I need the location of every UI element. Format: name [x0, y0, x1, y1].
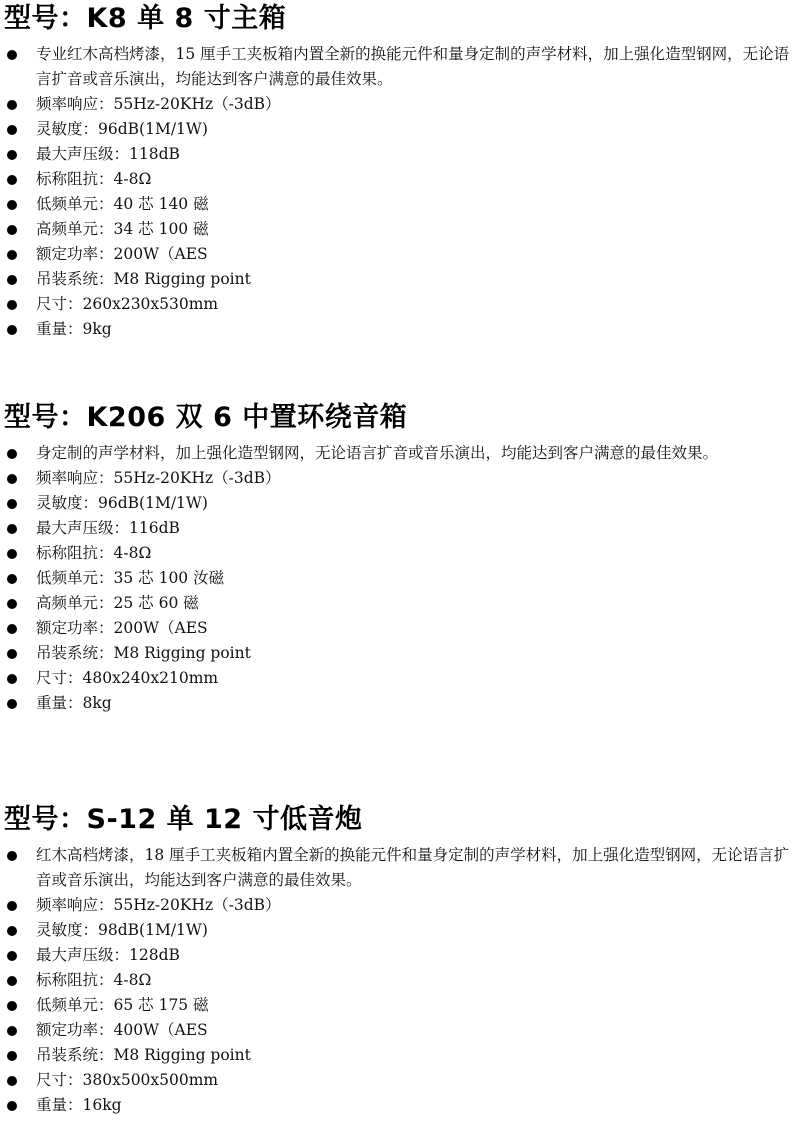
- bullet-icon: [7, 549, 17, 559]
- product-section-k8: [0, 2, 800, 342]
- product-section-s12: [0, 803, 800, 1118]
- spec-item-rigging: 吊装系统：M8 Rigging point: [0, 1043, 800, 1068]
- bullet-icon: [7, 125, 17, 135]
- spec-item-rigging: 吊装系统：M8 Rigging point: [0, 267, 800, 292]
- bullet-icon: [7, 1076, 17, 1086]
- spec-item-max-spl: 最大声压级：116dB: [0, 516, 800, 541]
- spec-item-dimensions: 尺寸：380x500x500mm: [0, 1068, 800, 1093]
- bullet-icon: [7, 951, 17, 961]
- spec-item-low-freq-driver: 低频单元：40 芯 140 磁: [0, 192, 800, 217]
- bullet-icon: [7, 449, 17, 459]
- spec-item-impedance: 标称阻抗：4-8Ω: [0, 167, 800, 192]
- spec-item-description: 专业红木高档烤漆，15 厘手工夹板箱内置全新的换能元件和量身定制的声学材料，加上强化造型钢网，无论语言扩音或音乐演出，均能达到客户满意的最佳效果。: [0, 42, 800, 92]
- spec-item-low-freq-driver: 低频单元：65 芯 175 磁: [0, 993, 800, 1018]
- spec-item-frequency-response: 频率响应：55Hz-20KHz（-3dB）: [0, 466, 800, 491]
- bullet-icon: [7, 499, 17, 509]
- bullet-icon: [7, 649, 17, 659]
- spec-item-high-freq-driver: 高频单元：34 芯 100 磁: [0, 217, 800, 242]
- bullet-icon: [7, 225, 17, 235]
- bullet-icon: [7, 50, 17, 60]
- spec-list: [0, 843, 800, 1118]
- spec-item-max-spl: 最大声压级：128dB: [0, 943, 800, 968]
- spec-item-description: 身定制的声学材料，加上强化造型钢网，无论语言扩音或音乐演出，均能达到客户满意的最佳效果。: [0, 441, 800, 466]
- spec-item-impedance: 标称阻抗：4-8Ω: [0, 541, 800, 566]
- bullet-icon: [7, 175, 17, 185]
- bullet-icon: [7, 1026, 17, 1036]
- bullet-icon: [7, 474, 17, 484]
- bullet-icon: [7, 624, 17, 634]
- section-title: 型号：K8 单 8 寸主箱: [4, 3, 287, 34]
- bullet-icon: [7, 901, 17, 911]
- spec-item-description: 红木高档烤漆，18 厘手工夹板箱内置全新的换能元件和量身定制的声学材料，加上强化造型钢网，无论语言扩音或音乐演出，均能达到客户满意的最佳效果。: [0, 843, 800, 893]
- bullet-icon: [7, 674, 17, 684]
- spec-item-impedance: 标称阻抗：4-8Ω: [0, 968, 800, 993]
- spec-list: [0, 441, 800, 716]
- bullet-icon: [7, 150, 17, 160]
- bullet-icon: [7, 926, 17, 936]
- bullet-icon: [7, 275, 17, 285]
- bullet-icon: [7, 976, 17, 986]
- bullet-icon: [7, 1051, 17, 1061]
- bullet-icon: [7, 200, 17, 210]
- bullet-icon: [7, 1101, 17, 1111]
- spec-item-rated-power: 额定功率：400W（AES: [0, 1018, 800, 1043]
- spec-item-dimensions: 尺寸：260x230x530mm: [0, 292, 800, 317]
- spec-item-dimensions: 尺寸：480x240x210mm: [0, 666, 800, 691]
- spec-item-weight: 重量：8kg: [0, 691, 800, 716]
- spec-item-rated-power: 额定功率：200W（AES: [0, 616, 800, 641]
- spec-item-sensitivity: 灵敏度：98dB(1M/1W): [0, 918, 800, 943]
- spec-item-low-freq-driver: 低频单元：35 芯 100 汝磁: [0, 566, 800, 591]
- spec-item-rigging: 吊装系统：M8 Rigging point: [0, 641, 800, 666]
- bullet-icon: [7, 325, 17, 335]
- spec-item-frequency-response: 频率响应：55Hz-20KHz（-3dB）: [0, 893, 800, 918]
- bullet-icon: [7, 250, 17, 260]
- bullet-icon: [7, 1001, 17, 1011]
- spec-item-sensitivity: 灵敏度：96dB(1M/1W): [0, 491, 800, 516]
- bullet-icon: [7, 524, 17, 534]
- spec-item-sensitivity: 灵敏度：96dB(1M/1W): [0, 117, 800, 142]
- spec-item-max-spl: 最大声压级：118dB: [0, 142, 800, 167]
- bullet-icon: [7, 300, 17, 310]
- bullet-icon: [7, 100, 17, 110]
- spec-list: [0, 42, 800, 342]
- product-section-k206: [0, 401, 800, 716]
- bullet-icon: [7, 699, 17, 709]
- section-title: 型号：S-12 单 12 寸低音炮: [4, 804, 363, 835]
- spec-item-weight: 重量：16kg: [0, 1093, 800, 1118]
- bullet-icon: [7, 599, 17, 609]
- spec-item-high-freq-driver: 高频单元：25 芯 60 磁: [0, 591, 800, 616]
- bullet-icon: [7, 851, 17, 861]
- spec-item-weight: 重量：9kg: [0, 317, 800, 342]
- spec-item-frequency-response: 频率响应：55Hz-20KHz（-3dB）: [0, 92, 800, 117]
- bullet-icon: [7, 574, 17, 584]
- spec-item-rated-power: 额定功率：200W（AES: [0, 242, 800, 267]
- section-title: 型号：K206 双 6 中置环绕音箱: [4, 402, 408, 433]
